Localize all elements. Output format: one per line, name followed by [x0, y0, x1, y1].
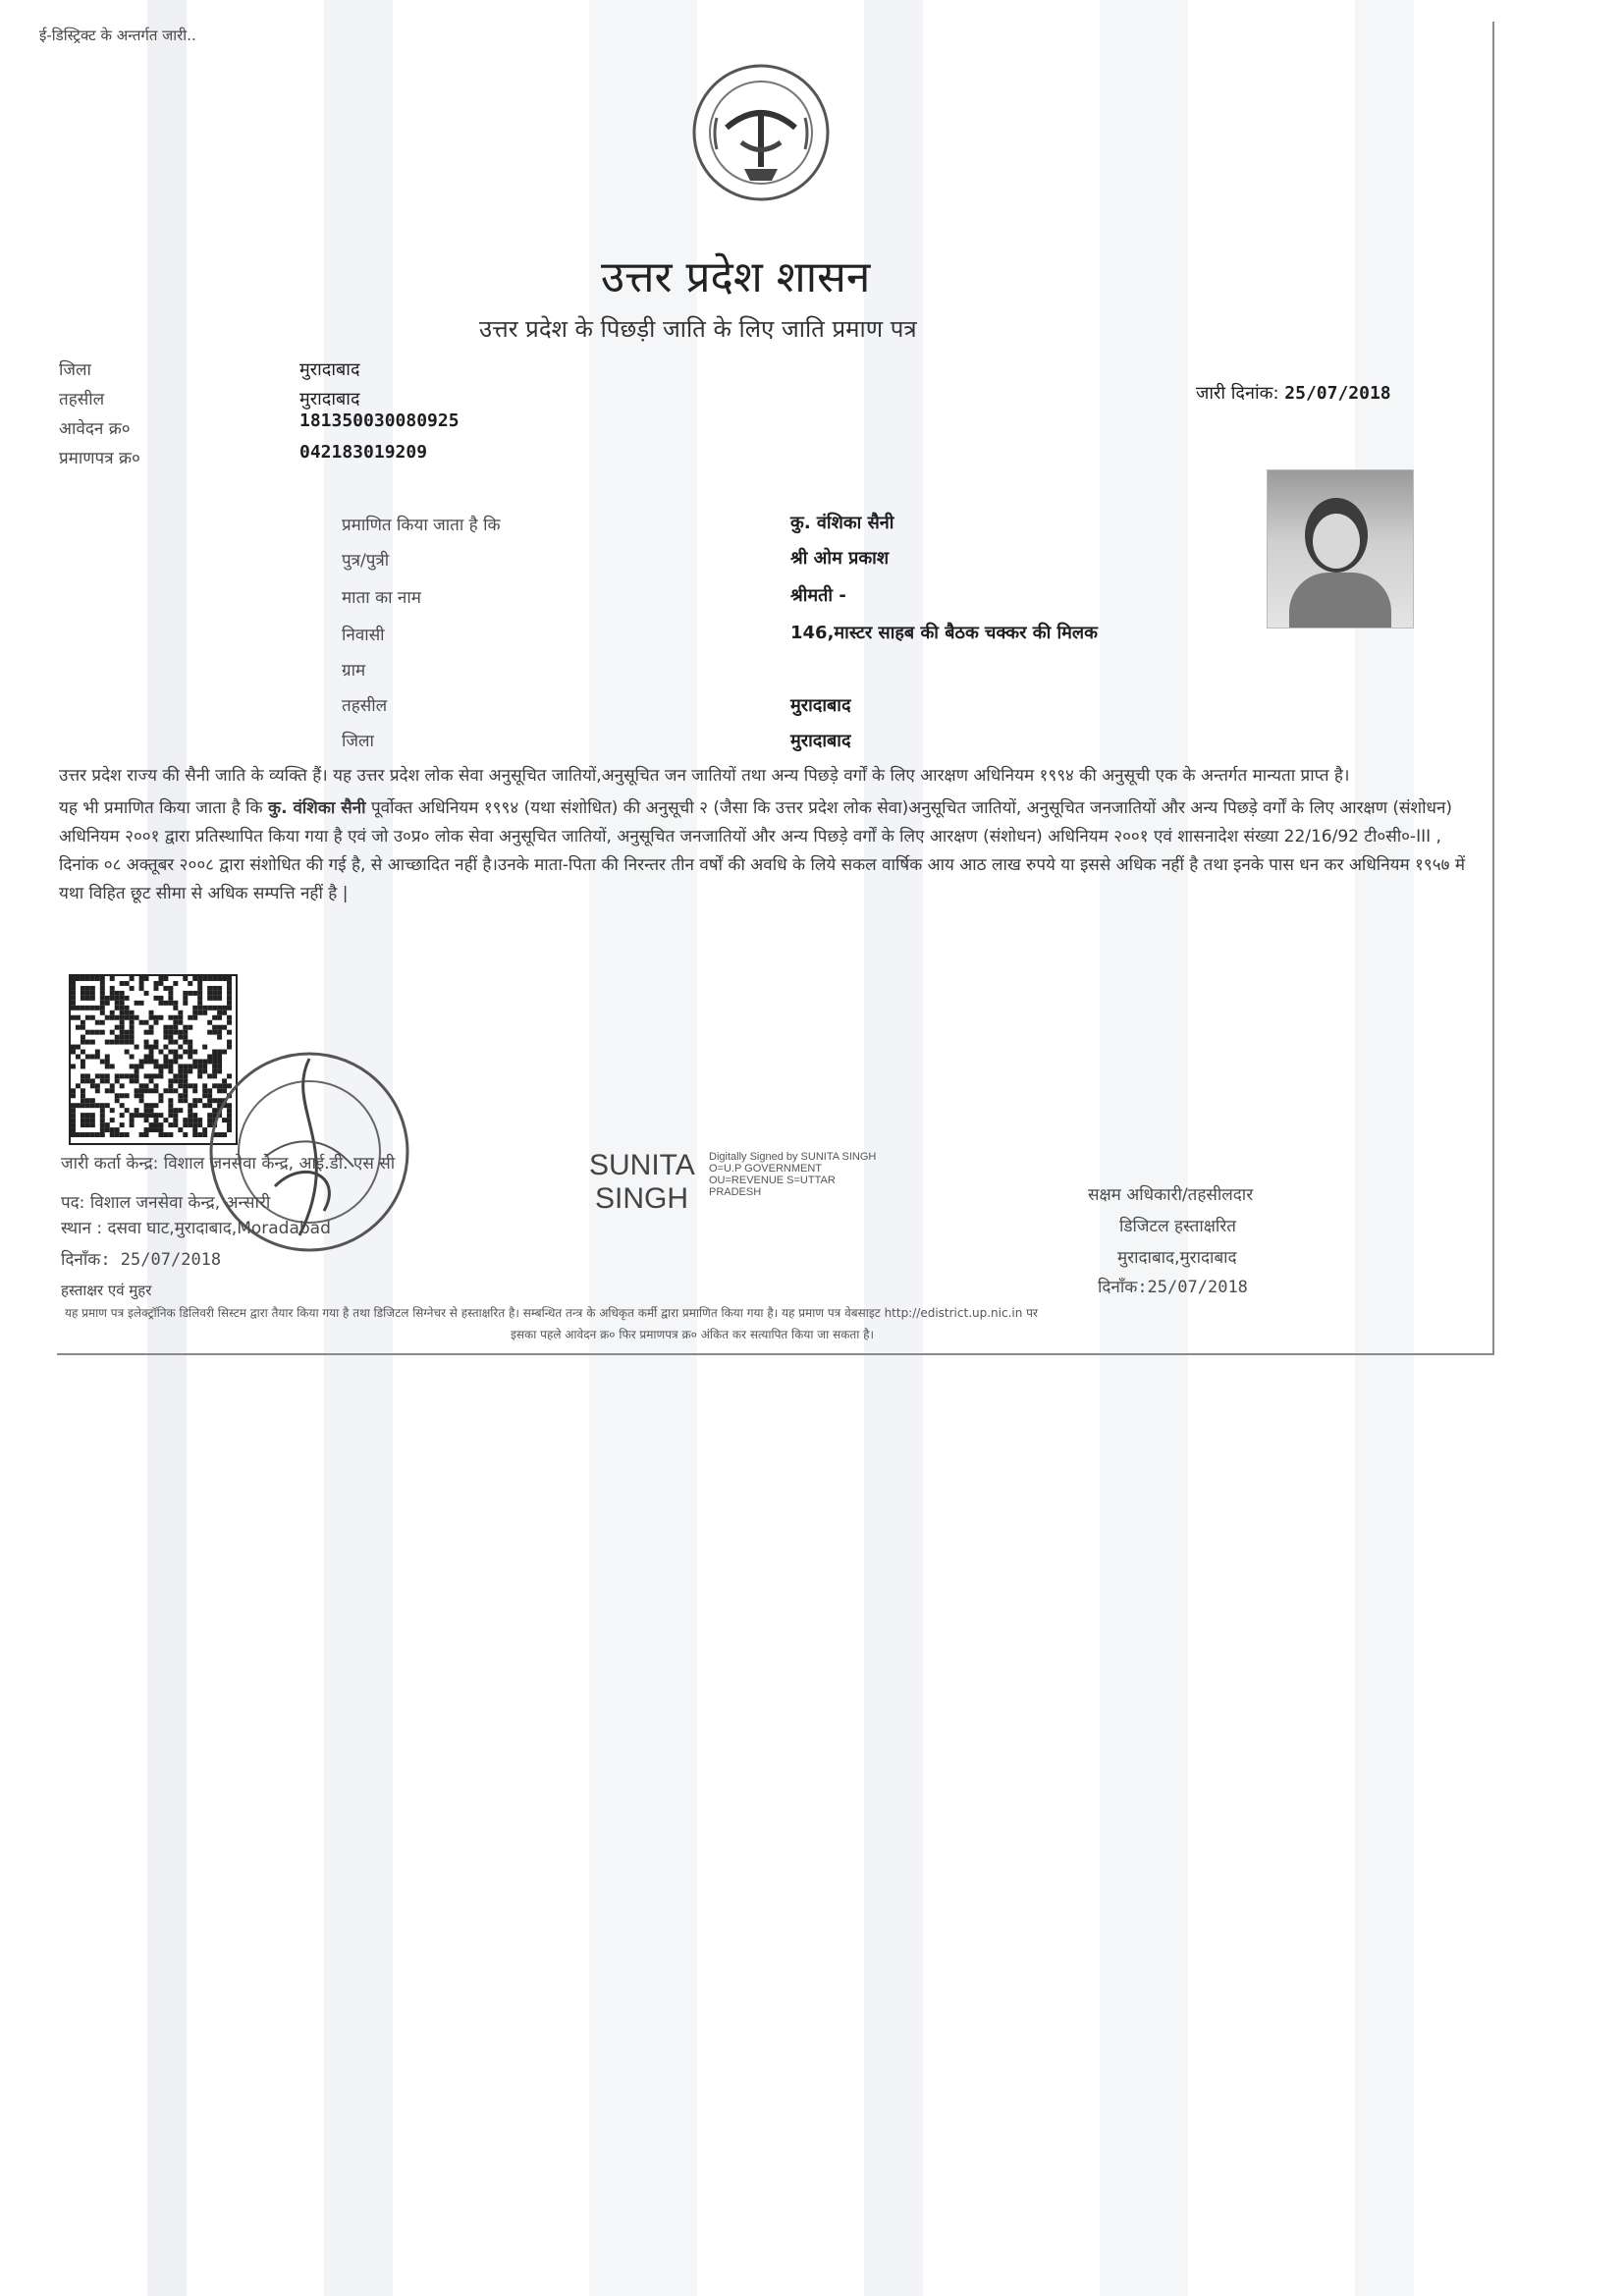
authority-date: दिनाँक:25/07/2018 [1098, 1278, 1248, 1297]
meta-label-certificate-no: प्रमाणपत्र क्र० [59, 449, 140, 468]
meta-value-application-no: 181350030080925 [299, 410, 460, 431]
authority-place: मुरादाबाद,मुरादाबाद [1117, 1248, 1237, 1268]
certificate-body [59, 762, 1473, 912]
detail-value-tehsil: मुरादाबाद [790, 695, 851, 716]
meta-label-tehsil: तहसील [59, 390, 105, 410]
detail-value-father: श्री ओम प्रकाश [790, 548, 890, 569]
issuer-place: स्थान : दसवा घाट,मुरादाबाद,Moradabad [61, 1219, 331, 1238]
body-name-highlight: कु. वंशिका सैनी [268, 798, 366, 818]
detail-value-name: कु. वंशिका सैनी [790, 513, 894, 533]
detail-label-district: जिला [342, 732, 374, 751]
detail-value-address: 146,मास्टर साहब की बैठक चक्कर की मिलक [790, 623, 1098, 643]
detail-label-certified: प्रमाणित किया जाता है कि [342, 516, 501, 535]
issue-date-value: 25/07/2018 [1284, 383, 1391, 404]
digital-signature-details: Digitally Signed by SUNITA SINGH O=U.P GOVERNMENT OU=REVENUE S=UTTAR PRADESH [709, 1151, 877, 1198]
authority-title: सक्षम अधिकारी/तहसीलदार [1088, 1185, 1254, 1205]
digital-signature-name: SUNITA SINGH [589, 1149, 695, 1215]
detail-value-mother: श्रीमती - [790, 585, 846, 606]
detail-label-resident: निवासी [342, 626, 385, 645]
page-subtitle: उत्तर प्रदेश के पिछड़ी जाति के लिए जाति प्रमाण पत्र [479, 315, 917, 343]
body-paragraph-2: यह भी प्रमाणित किया जाता है कि कु. वंशिका सैनी पूर्वोक्त अधिनियम १९९४ (यथा संशोधित) की अनुसूची २ (जैसा कि उत्तर प्रदेश लोक सेवा)अनुसूचित जातियों, अनुसूचित जनजातियों और अन्य पिछड़े वर्गों के लिए आरक्षण (संशोधन) अधिनियम २००१ द्वारा प्रतिस्थापित किया गया है एवं जो उ०प्र० लोक सेवा अनुसूचित जातियों, अनुसूचित जनजातियों और अन्य पिछड़े वर्गों के लिए आरक्षण (संशोधन) अधिनियम २००१ एवं शासनादेश संख्या 22/16/92 टी०सी०-III , दिनांक ०८ अक्तूबर २००८ द्वारा संशोधित की गई है, से आच्छादित नहीं है।उनके माता-पिता की निरन्तर तीन वर्षों की अवधि के लिये सकल वार्षिक आय आठ लाख रुपये या इससे अधिक नहीं है तथा इनके पास धन कर अधिनियम १९५७ में यथा विहित छूट सीमा से अधिक सम्पत्ति नहीं है | [59, 798, 1465, 903]
issue-date [1196, 381, 1391, 405]
meta-label-application-no: आवेदन क्र० [59, 419, 131, 439]
issuer-centre: जारी कर्ता केन्द्र: विशाल जनसेवा केन्द्र, आई.डी. एस सी [61, 1154, 396, 1174]
meta-value-certificate-no: 042183019209 [299, 442, 428, 463]
detail-label-village: ग्राम [342, 661, 366, 681]
detail-label-child-of: पुत्र/पुत्री [342, 551, 390, 571]
meta-label-district: जिला [59, 360, 91, 380]
issue-date-label: जारी दिनांक: [1196, 383, 1279, 404]
page-title: उत्तर प्रदेश शासन [601, 252, 871, 302]
authority-signed: डिजिटल हस्ताक्षरित [1119, 1217, 1236, 1236]
up-state-emblem [687, 59, 835, 206]
issuer-sign-note: हस्ताक्षर एवं मुहर [61, 1282, 152, 1299]
body-paragraph-1: उत्तर प्रदेश राज्य की सैनी जाति के व्यक्ति हैं। यह उत्तर प्रदेश लोक सेवा अनुसूचित जातियों,अनुसूचित जन जातियों तथा अन्य पिछड़े वर्गों के लिए आरक्षण अधिनियम १९९४ की अनुसूची एक के अन्तर्गत मान्यता प्राप्त है। [59, 766, 1350, 786]
meta-value-district: मुरादाबाद [299, 359, 360, 380]
top-note: ई-डिस्ट्रिक्ट के अन्तर्गत जारी.. [39, 27, 196, 44]
footer-line-2: इसका पहले आवेदन क्र० फिर प्रमाणपत्र क्र० अंकित कर सत्यापित किया जा सकता है। [511, 1328, 875, 1341]
issuer-post: पद: विशाल जनसेवा केन्द्र, अन्सारी [61, 1193, 271, 1213]
meta-value-tehsil: मुरादाबाद [299, 389, 360, 410]
applicant-photo [1267, 469, 1414, 629]
footer-line-1: यह प्रमाण पत्र इलेक्ट्रॉनिक डिलिवरी सिस्टम द्वारा तैयार किया गया है तथा डिजिटल सिग्नेचर से हस्ताक्षरित है। सम्बन्धित तन्त्र के अधिकृत कर्मी द्वारा प्रमाणित किया गया है। यह प्रमाण पत्र वेबसाइट http://edistrict.up.nic.in पर [65, 1306, 1038, 1320]
detail-value-district: मुरादाबाद [790, 731, 851, 751]
detail-label-tehsil: तहसील [342, 696, 388, 716]
issuer-date: दिनाँक: 25/07/2018 [61, 1250, 222, 1270]
detail-label-mother: माता का नाम [342, 588, 421, 608]
